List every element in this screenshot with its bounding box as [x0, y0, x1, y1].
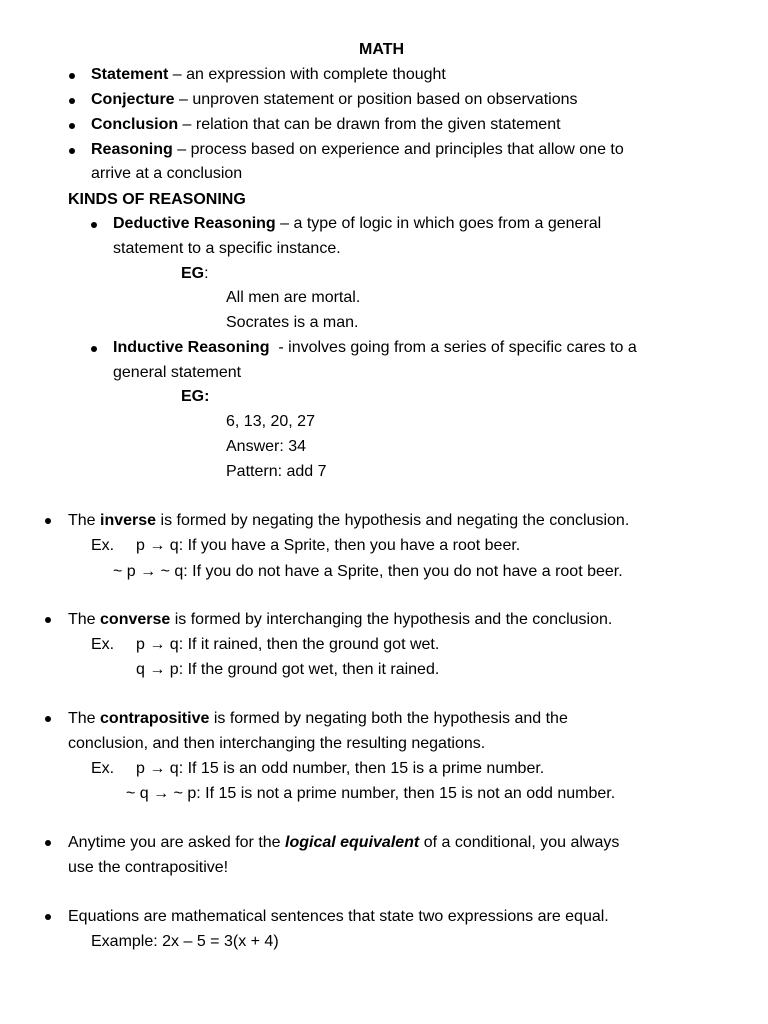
equations-definition: Equations are mathematical sentences that state two expressions are equal. — [68, 908, 609, 925]
inductive-eg-label: EG: — [181, 388, 210, 405]
definition-reasoning: Reasoning – process based on experience and principles that allow one to — [91, 141, 624, 158]
bullet — [45, 914, 51, 920]
contrapositive-definition-cont: conclusion, and then interchanging the resulting negations. — [68, 735, 486, 752]
definition-reasoning-cont: arrive at a conclusion — [91, 165, 243, 182]
converse-example-2: q → p: If the ground got wet, then it rained. — [136, 661, 440, 678]
bullet — [45, 617, 51, 623]
deductive-reasoning: Deductive Reasoning – a type of logic in which goes from a general — [113, 215, 602, 232]
bullet — [69, 98, 75, 104]
inverse-definition: The inverse is formed by negating the hypothesis and negating the conclusion. — [68, 512, 630, 529]
logical-equivalent-note-cont: use the contrapositive! — [68, 859, 229, 876]
bullet — [45, 518, 51, 524]
inductive-eg-line: Pattern: add 7 — [226, 463, 327, 480]
page-title: MATH — [359, 41, 405, 58]
bullet — [69, 123, 75, 129]
converse-ex-label: Ex. — [91, 636, 115, 653]
bullet — [45, 716, 51, 722]
converse-example-1: p → q: If it rained, then the ground got wet. — [136, 636, 440, 653]
inverse-example-2: ~ p → ~ q: If you do not have a Sprite, then you do not have a root beer. — [113, 563, 623, 580]
inductive-reasoning: Inductive Reasoning - involves going from a series of specific cares to a — [113, 339, 637, 356]
definition-conclusion: Conclusion – relation that can be drawn from the given statement — [91, 116, 561, 133]
contrapositive-ex-label: Ex. — [91, 760, 115, 777]
converse-definition: The converse is formed by interchanging the hypothesis and the conclusion. — [68, 611, 613, 628]
inverse-ex-label: Ex. — [91, 537, 115, 554]
inductive-eg-line: 6, 13, 20, 27 — [226, 413, 315, 430]
deductive-eg-line: All men are mortal. — [226, 289, 361, 306]
deductive-eg-label: EG: — [181, 265, 209, 282]
bullet — [69, 148, 75, 154]
contrapositive-definition: The contrapositive is formed by negating both the hypothesis and the — [68, 710, 568, 727]
definition-conjecture: Conjecture – unproven statement or position based on observations — [91, 91, 578, 108]
inductive-reasoning-cont: general statement — [113, 364, 242, 381]
inverse-example-1: p → q: If you have a Sprite, then you have a root beer. — [136, 537, 521, 554]
contrapositive-example-2: ~ q → ~ p: If 15 is not a prime number, then 15 is not an odd number. — [126, 785, 616, 802]
deductive-eg-line: Socrates is a man. — [226, 314, 359, 331]
bullet — [91, 222, 97, 228]
bullet — [91, 346, 97, 352]
inductive-eg-line: Answer: 34 — [226, 438, 307, 455]
deductive-reasoning-cont: statement to a specific instance. — [113, 240, 341, 257]
equations-example: Example: 2x – 5 = 3(x + 4) — [91, 933, 279, 950]
bullet — [45, 840, 51, 846]
definition-statement: Statement – an expression with complete thought — [91, 66, 446, 83]
contrapositive-example-1: p → q: If 15 is an odd number, then 15 is a prime number. — [136, 760, 545, 777]
logical-equivalent-note: Anytime you are asked for the logical equivalent of a conditional, you always — [68, 834, 620, 851]
bullet — [69, 73, 75, 79]
section-heading: KINDS OF REASONING — [68, 191, 246, 208]
